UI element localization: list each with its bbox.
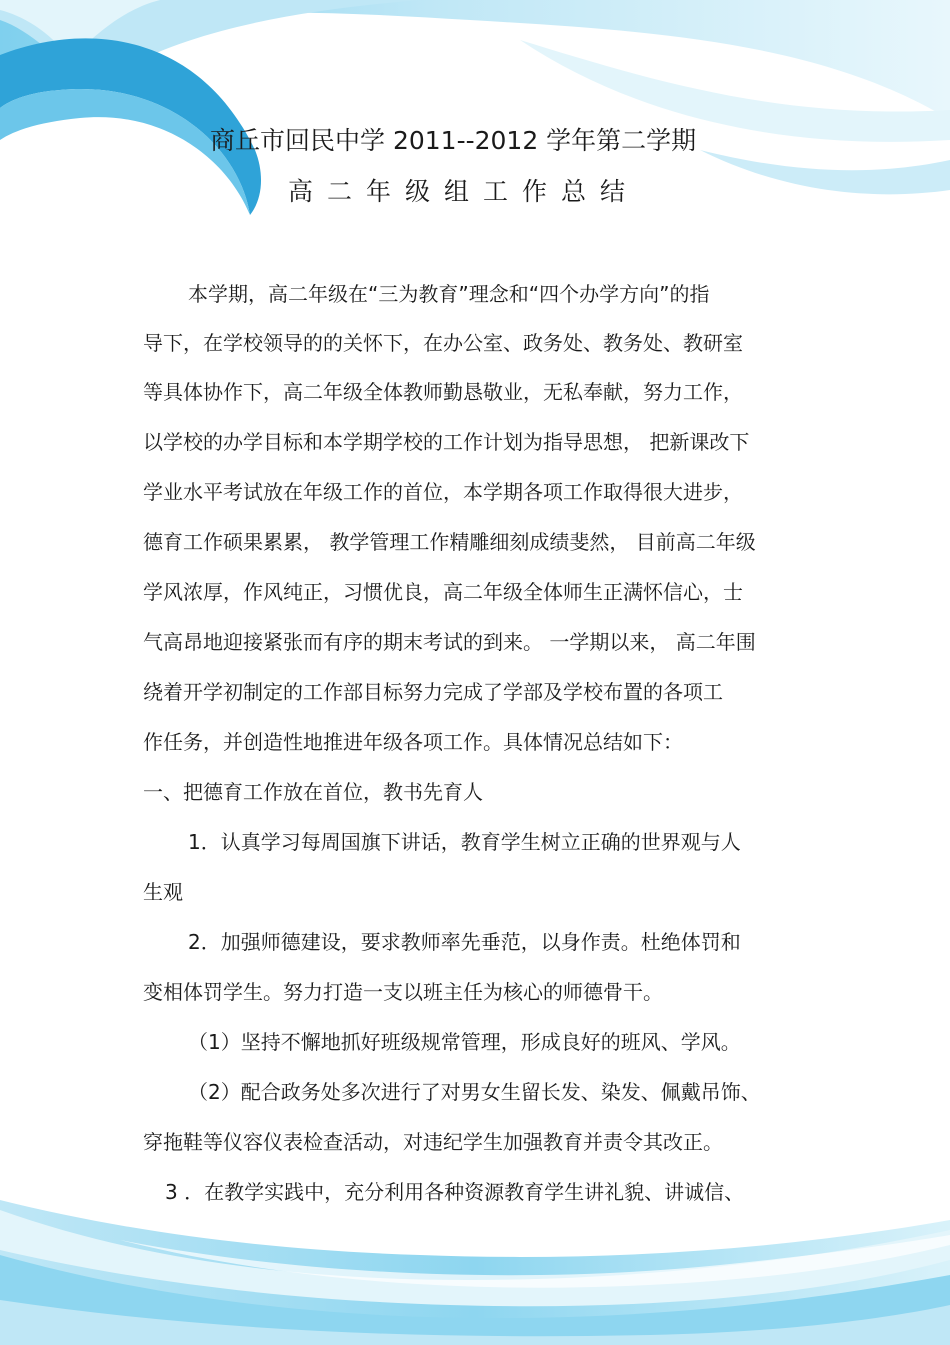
body-line: 变相体罚学生。努力打造一支以班主任为核心的师德骨干。 — [143, 980, 663, 1004]
list-item: 3 ．在教学实践中，充分利用各种资源教育学生讲礼貌、讲诚信、 — [165, 1180, 745, 1204]
body-line: 以学校的办学目标和本学期学校的工作计划为指导思想， 把新课改下 — [143, 430, 750, 454]
list-item: 2．加强师德建设，要求教师率先垂范，以身作责。杜绝体罚和 — [188, 930, 741, 954]
list-item: 1．认真学习每周国旗下讲话，教育学生树立正确的世界观与人 — [188, 830, 741, 854]
body-line: 绕着开学初制定的工作部目标努力完成了学部及学校布置的各项工 — [143, 680, 723, 704]
body-line: 气高昂地迎接紧张而有序的期末考试的到来。 一学期以来， 高二年围 — [143, 630, 756, 654]
body-line: 等具体协作下，高二年级全体教师勤恳敬业，无私奉献，努力工作， — [143, 380, 743, 404]
list-item: （2）配合政务处多次进行了对男女生留长发、染发、佩戴吊饰、 — [188, 1080, 761, 1104]
body-line: 学业水平考试放在年级工作的首位，本学期各项工作取得很大进步， — [143, 480, 743, 504]
body-line: 导下，在学校领导的的关怀下，在办公室、政务处、教务处、教研室 — [143, 331, 743, 355]
document-subtitle: 高二年级组工作总结 — [288, 177, 640, 206]
body-line: 穿拖鞋等仪容仪表检查活动，对违纪学生加强教育并责令其改正。 — [143, 1130, 723, 1154]
body-line: 作任务，并创造性地推进年级各项工作。具体情况总结如下： — [143, 730, 683, 754]
document-title: 商丘市回民中学 2011--2012 学年第二学期 — [210, 126, 697, 155]
body-line: 本学期，高二年级在“三为教育”理念和“四个办学方向”的指 — [188, 282, 710, 306]
list-item: （1）坚持不懈地抓好班级规常管理，形成良好的班风、学风。 — [188, 1030, 741, 1054]
body-line: 生观 — [143, 880, 183, 904]
body-line: 德育工作硕果累累， 教学管理工作精雕细刻成绩斐然， 目前高二年级 — [143, 530, 756, 554]
bottom-wave — [0, 1200, 950, 1345]
section-heading: 一、把德育工作放在首位，教书先育人 — [143, 780, 483, 804]
body-line: 学风浓厚，作风纯正，习惯优良，高二年级全体师生正满怀信心，士 — [143, 580, 743, 604]
